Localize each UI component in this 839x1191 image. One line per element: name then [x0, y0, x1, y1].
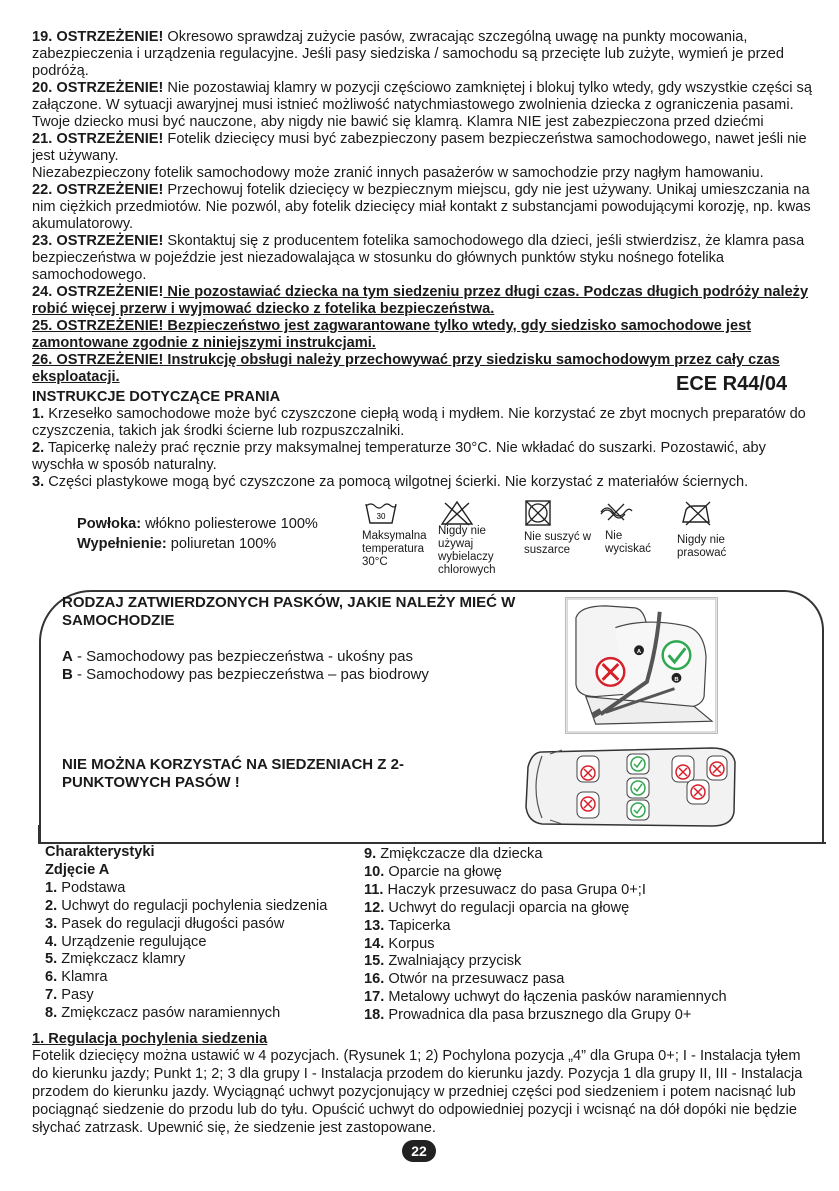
feature-item: 1. Podstawa: [45, 879, 126, 896]
feature-item: 11. Haczyk przesuwacz do pasa Grupa 0+;I: [364, 881, 646, 898]
feature-item: 15. Zwalniający przycisk: [364, 953, 522, 970]
warning-26: 26. OSTRZEŻENIE! Instrukcję obsługi należy przechowywać przy siedzisku samochodowym przez cały czas eksploatacji.: [32, 352, 780, 385]
warning-20: 20. OSTRZEŻENIE! Nie pozostawiaj klamry w pozycji częściowo zamkniętej i blokuj tylko wtedy, gdy wszystkie części są załączone. W sytuacji awaryjnej musi istnieć możliwość natychmiastowego zwolnienia dziecka z ograniczenia pasami. Twoje dziecko musi być nauczone, aby nigdy nie bawić się klamrą. Klamra NIE jest zabezpieczona przed dziećmi: [32, 80, 812, 130]
wash-temp-text: 30: [376, 512, 386, 521]
marker-a: A: [636, 649, 642, 656]
belt-a-line: A - Samochodowy pas bezpieczeństwa - ukośny pas: [62, 648, 414, 665]
feature-item: 6. Klamra: [45, 969, 108, 986]
features-right: [364, 846, 814, 1025]
feature-item: 14. Korpus: [364, 935, 435, 952]
coating-line: Powłoka: włókno poliesterowe 100%: [77, 516, 318, 532]
warning-22: 22. OSTRZEŻENIE! Przechowuj fotelik dziecięcy w bezpiecznym miejscu, gdy nie jest używany. Unikaj umieszczania na nim ciężkich przedmiotów. Nie pozwól, aby fotelik dziecięcy miał kontakt z substancjami powodującymi korozję, np. kwas akumulatorowy.: [32, 182, 811, 232]
no-bleach-icon: [440, 500, 474, 526]
car-seat-positions-diagram: [522, 742, 737, 832]
materials-info: [77, 514, 318, 554]
warnings-section: [32, 29, 812, 386]
feature-item: 16. Otwór na przesuwacz pasa: [364, 971, 565, 988]
washing-item: 2. Tapicerkę należy prać ręcznie przy maksymalnej temperaturze 30°C. Nie wkładać do suszarki. Pozostawić, aby wyschła w sposób naturalny.: [32, 440, 766, 473]
feature-item: 3. Pasek do regulacji długości pasów: [45, 915, 285, 932]
warning-19: 19. OSTRZEŻENIE! Okresowo sprawdzaj zużycie pasów, zwracając szczególną uwagę na punkty mocowania, zabezpieczenia i urządzenia regulacyjne. Jeśli pasy siedziska / samochodu są przecięte lub zużyte, wymień je przed podróżą.: [32, 29, 784, 79]
feature-item: 13. Tapicerka: [364, 917, 451, 934]
regulation-text: Fotelik dziecięcy można ustawić w 4 pozycjach. (Rysunek 1; 2) Pochylona pozycja „4” dla Grupa 0+; I - Instalacja tyłem do kierunku jazdy; Punkt 1; 2; 3 dla grupy I - Instalacja przodem do kierunku jazdy. Pozycja 1 dla grupy II, III - Instalacja przodem do kierunku jazdy. Wyciągnąć uchwyt pozycjonujący w przedniej części pod siedzeniem i potem nacisnąć lub pociągnąć siedzenie do przodu lub do tyłu. Opuścić uchwyt do odpowiedniej pozycji i wcisnąć na dół dopóki nie będzie słychać zatrzask. Upewnić się, że siedzenie jest zastopowane.: [32, 1048, 803, 1136]
feature-item: 7. Pasy: [45, 987, 94, 1004]
feature-item: 4. Urządzenie regulujące: [45, 933, 207, 950]
no-tumble-dry-icon: [524, 500, 552, 526]
feature-item: 17. Metalowy uchwyt do łączenia pasków naramiennych: [364, 989, 727, 1006]
no-iron-icon: [680, 500, 714, 526]
page-number: 22: [402, 1140, 436, 1162]
bleach-label: Nigdy nie używaj wybielaczy chlorowych: [438, 525, 496, 576]
feature-item: 18. Prowadnica dla pasa brzusznego dla Grupy 0+: [364, 1007, 692, 1024]
marker-b: B: [674, 676, 679, 683]
belt-b-line: B - Samochodowy pas bezpieczeństwa – pas biodrowy: [62, 666, 429, 683]
wring-label: Nie wyciskać: [605, 530, 652, 555]
features-title: Charakterystyki: [45, 844, 155, 860]
iron-label: Nigdy nie prasować: [677, 534, 727, 559]
belt-panel-title: RODZAJ ZATWIERDZONYCH PASKÓW, JAKIE NALEŻY MIEĆ W SAMOCHODZIE: [62, 594, 516, 629]
warning-23: 23. OSTRZEŻENIE! Skontaktuj się z producentem fotelika samochodowego dla dzieci, jeśli stwierdzisz, że klamra pasa bezpieczeństwa w pojeździe jest niezadowalająca w stosunku do głównych punktów styku nośnego fotelika samochodowego.: [32, 233, 805, 283]
wash-30-icon: [364, 500, 398, 526]
feature-item: 10. Oparcie na głowę: [364, 863, 502, 880]
no-wring-icon: [598, 502, 634, 522]
dryer-label: Nie suszyć w suszarce: [524, 531, 592, 556]
ece-standard: ECE R44/04: [676, 373, 788, 395]
warning-21-note: Niezabezpieczony fotelik samochodowy może zranić innych pasażerów w samochodzie przy nagłym hamowaniu.: [32, 165, 764, 181]
feature-item: 8. Zmiękczacz pasów naramiennych: [45, 1005, 281, 1022]
wash-label: Maksymalna temperatura 30°C: [362, 530, 427, 568]
washing-item: 3. Części plastykowe mogą być czyszczone za pomocą wilgotnej ścierki. Nie korzystać z materiałów ściernych.: [32, 474, 749, 490]
feature-item: 12. Uchwyt do regulacji oparcia na głowę: [364, 899, 630, 916]
seat-belt-illustration: [565, 597, 718, 734]
two-point-warning: NIE MOŻNA KORZYSTAĆ NA SIEDZENIACH Z 2-PUNKTOWYCH PASÓW !: [62, 756, 404, 791]
warning-25: 25. OSTRZEŻENIE! Bezpieczeństwo jest zagwarantowane tylko wtedy, gdy siedzisko samochodowe jest zamontowane zgodnie z niniejszymi instrukcjami.: [32, 318, 752, 351]
washing-item: 1. Krzesełko samochodowe może być czyszczone ciepłą wodą i mydłem. Nie korzystać ze zbyt mocnych preparatów do czyszczenia, takich jak środki ścierne lub rozpuszczalniki.: [32, 406, 806, 439]
feature-item: 9. Zmiękczacze dla dziecka: [364, 846, 543, 862]
feature-item: 2. Uchwyt do regulacji pochylenia siedzenia: [45, 897, 328, 914]
washing-section: [32, 389, 812, 491]
regulation-title: 1. Regulacja pochylenia siedzenia: [32, 1031, 268, 1047]
washing-title: INSTRUKCJE DOTYCZĄCE PRANIA: [32, 389, 281, 405]
warning-21: 21. OSTRZEŻENIE! Fotelik dziecięcy musi być zabezpieczony pasem bezpieczeństwa samochodowego, nawet jeśli nie jest używany.: [32, 131, 807, 164]
features-subtitle: Zdjęcie A: [45, 861, 110, 878]
feature-item: 5. Zmiękczacz klamry: [45, 951, 186, 968]
filling-line: Wypełnienie: poliuretan 100%: [77, 536, 277, 552]
warning-24: 24. OSTRZEŻENIE! Nie pozostawiać dziecka na tym siedzeniu przez długi czas. Podczas długich podróży należy robić więcej przerw i wyjmować dziecko z fotelika bezpieczeństwa.: [32, 284, 809, 317]
features-left: [45, 844, 365, 1023]
